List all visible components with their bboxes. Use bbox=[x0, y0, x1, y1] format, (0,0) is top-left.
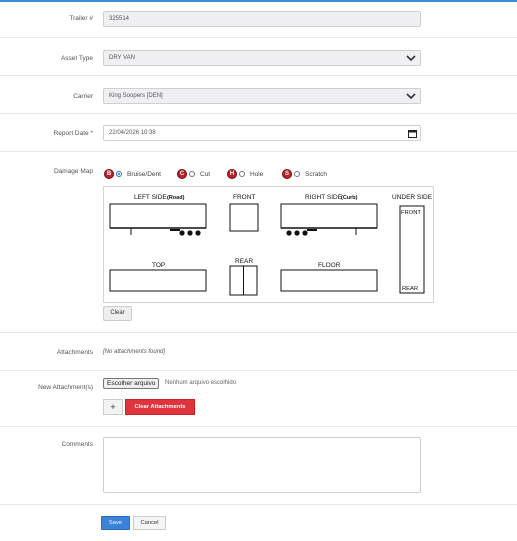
right-side-title: RIGHT SIDE bbox=[305, 194, 343, 201]
under-side-title: UNDER SIDE bbox=[392, 194, 433, 201]
comments-label: Comments bbox=[61, 441, 93, 448]
carrier-row bbox=[0, 76, 517, 114]
damage-legend-hole bbox=[227, 168, 263, 180]
bruise-radio[interactable] bbox=[116, 171, 122, 177]
rear-title: REAR bbox=[235, 258, 254, 265]
comments-textarea[interactable] bbox=[103, 437, 421, 493]
report-date-row bbox=[0, 114, 517, 152]
hole-badge-icon: H bbox=[227, 169, 237, 179]
damage-legend-cut bbox=[177, 168, 210, 180]
scratch-label: Scratch bbox=[305, 170, 328, 178]
legend-cut[interactable] bbox=[177, 169, 210, 179]
scratch-badge-icon: S bbox=[282, 169, 292, 179]
left-side-trailer-icon[interactable] bbox=[110, 204, 206, 236]
hole-label: Hole bbox=[250, 170, 264, 178]
front-view-icon[interactable] bbox=[230, 204, 258, 231]
new-attachment-label: New Attachment(s) bbox=[38, 384, 93, 391]
calendar-icon[interactable] bbox=[408, 129, 417, 138]
front-title: FRONT bbox=[233, 194, 256, 201]
cut-radio[interactable] bbox=[189, 171, 195, 177]
bruise-badge-icon: B bbox=[104, 169, 114, 179]
report-date-input[interactable] bbox=[103, 125, 421, 141]
asset-type-value: DRY VAN bbox=[109, 55, 136, 61]
report-date-label: Report Date * bbox=[53, 130, 93, 137]
cut-badge-icon: C bbox=[177, 169, 187, 179]
bruise-label: Bruise/Dent bbox=[127, 170, 161, 178]
floor-title: FLOOR bbox=[318, 262, 341, 269]
damage-map-canvas[interactable] bbox=[103, 186, 434, 303]
chevron-down-icon bbox=[406, 54, 416, 62]
floor-view-icon[interactable] bbox=[281, 270, 377, 291]
top-title: TOP bbox=[152, 262, 166, 269]
under-rear-label: REAR bbox=[402, 286, 419, 292]
hole-radio[interactable] bbox=[239, 171, 245, 177]
add-attachment-button[interactable]: + bbox=[103, 399, 123, 415]
clear-map-button[interactable]: Clear bbox=[103, 306, 132, 321]
asset-type-label: Asset Type bbox=[60, 55, 93, 62]
asset-type-row bbox=[0, 38, 517, 76]
under-front-label: FRONT bbox=[401, 210, 421, 216]
cancel-button[interactable]: Cancel bbox=[133, 516, 166, 530]
legend-bruise[interactable] bbox=[104, 169, 161, 179]
clear-attachments-button[interactable]: Clear Attachments bbox=[125, 399, 195, 415]
top-view-icon[interactable] bbox=[110, 270, 206, 291]
scratch-radio[interactable] bbox=[294, 171, 300, 177]
legend-hole[interactable] bbox=[227, 169, 263, 179]
left-side-sub: (Road) bbox=[167, 195, 185, 201]
damage-legend-scratch bbox=[282, 168, 327, 180]
new-attachment-row bbox=[0, 371, 517, 427]
report-date-value: 22/04/2026 10:38 bbox=[109, 130, 156, 136]
trailer-label: Trailer # bbox=[69, 15, 93, 22]
under-side-view-icon[interactable] bbox=[400, 206, 424, 293]
trailer-number-field[interactable]: 325514 bbox=[103, 11, 421, 27]
left-side-title: LEFT SIDE bbox=[134, 194, 167, 201]
no-file-chosen-text: Nenhum arquivo escolhido bbox=[165, 380, 237, 386]
attachments-row bbox=[0, 333, 517, 371]
choose-file-button[interactable]: Escolher arquivo bbox=[103, 378, 159, 389]
right-side-trailer-icon[interactable] bbox=[281, 204, 377, 236]
trailer-row bbox=[0, 0, 517, 38]
asset-type-select[interactable] bbox=[103, 50, 421, 66]
no-attachments-text: [No attachments found] bbox=[103, 349, 166, 355]
legend-scratch[interactable] bbox=[282, 169, 327, 179]
carrier-label: Carrier bbox=[73, 93, 93, 100]
damage-map-label: Damage Map bbox=[53, 168, 93, 175]
cut-label: Cut bbox=[200, 170, 211, 178]
carrier-value: King Soopers [DEN] bbox=[109, 93, 163, 99]
rear-view-icon[interactable] bbox=[230, 266, 257, 295]
chevron-down-icon bbox=[406, 92, 416, 100]
damage-legend bbox=[104, 168, 161, 180]
carrier-select[interactable] bbox=[103, 88, 421, 104]
right-side-sub: (Curb) bbox=[341, 195, 358, 201]
attachments-label: Attachments bbox=[56, 349, 93, 356]
save-button[interactable]: Save bbox=[101, 516, 130, 530]
